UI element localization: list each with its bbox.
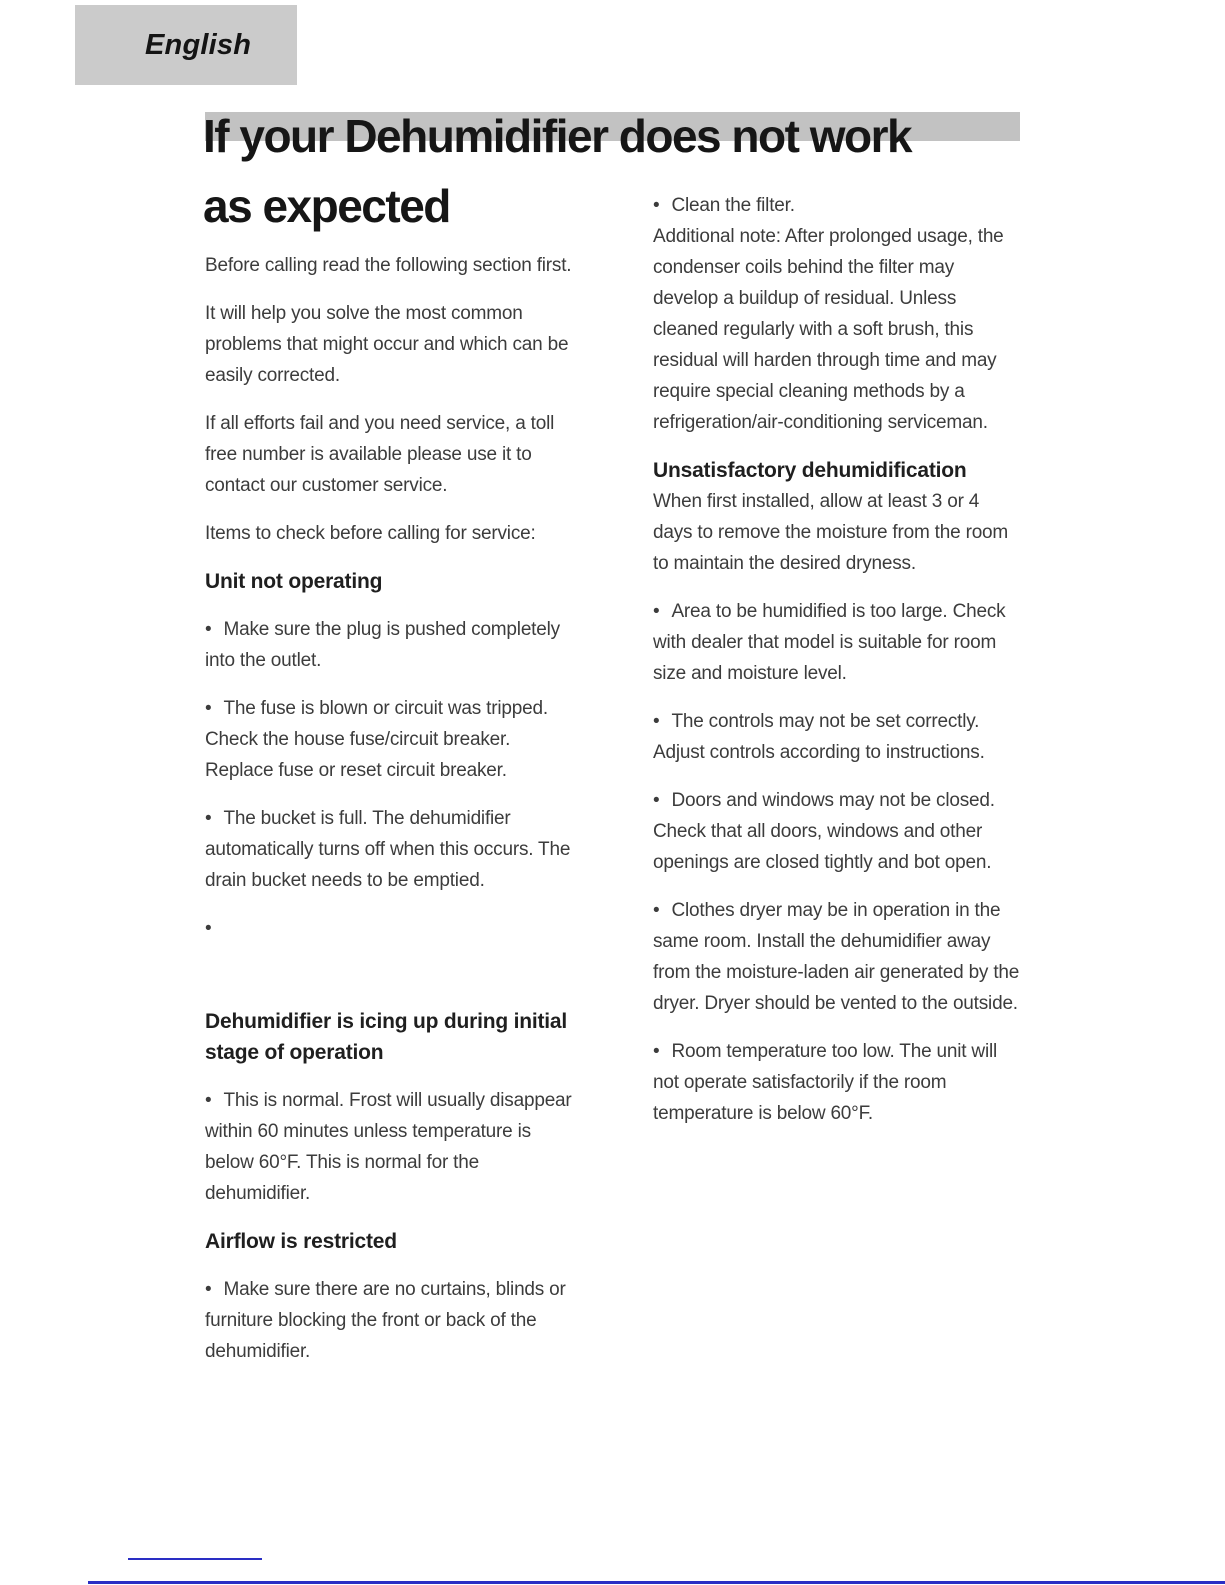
language-label: English xyxy=(145,28,252,61)
bullet-text: Room temperature too low. The unit will not operate satisfactorily if the room temperature is below 60°F. xyxy=(653,1041,998,1124)
footer-underline xyxy=(128,1558,262,1560)
paragraph: Items to check before calling for service: xyxy=(205,523,536,544)
section-heading: Unsatisfactory dehumidification xyxy=(653,459,967,482)
bullet-item xyxy=(653,895,1023,1019)
section-heading: Airflow is restricted xyxy=(205,1230,397,1253)
bullet-text: The fuse is blown or circuit was tripped. Check the house fuse/circuit breaker. Replace fuse or reset circuit breaker. xyxy=(205,698,548,781)
bullet-text: Make sure the plug is pushed completely into the outlet. xyxy=(205,619,560,671)
bullet-item xyxy=(205,913,575,944)
bullet-item xyxy=(205,803,575,896)
bullet-text: Doors and windows may not be closed. Check that all doors, windows and other openings are closed tightly and bot open. xyxy=(653,790,995,873)
bullet-icon: • xyxy=(205,619,212,640)
bullet-item xyxy=(653,596,1023,689)
bullet-icon: • xyxy=(653,195,660,216)
right-column xyxy=(653,190,1023,1146)
bullet-item xyxy=(205,1274,575,1367)
section-heading: Unit not operating xyxy=(205,570,383,593)
bullet-icon: • xyxy=(653,601,660,622)
paragraph: When first installed, allow at least 3 or 4 days to remove the moisture from the room to maintain the desired dryness. xyxy=(653,491,1009,574)
paragraph: Additional note: After prolonged usage, the condenser coils behind the filter may develop a buildup of residual. Unless cleaned regularly with a soft brush, this residual will harden through time and may require special cleaning methods by a refrigeration/air-conditioning serviceman. xyxy=(653,226,1004,433)
bullet-text: Area to be humidified is too large. Check with dealer that model is suitable for room size and moisture level. xyxy=(653,601,1006,684)
bullet-icon: • xyxy=(653,711,660,732)
paragraph: If all efforts fail and you need service, a toll free number is available please use it to contact our customer service. xyxy=(205,413,555,496)
bullet-icon: • xyxy=(653,790,660,811)
bullet-icon: • xyxy=(205,1090,212,1111)
paragraph: It will help you solve the most common problems that might occur and which can be easily corrected. xyxy=(205,303,569,386)
bullet-icon: • xyxy=(205,918,212,939)
footer-rule xyxy=(88,1581,1225,1584)
language-tab xyxy=(75,5,297,85)
bullet-item xyxy=(205,614,575,676)
paragraph: Before calling read the following section first. xyxy=(205,255,572,276)
bullet-text: The controls may not be set correctly. Adjust controls according to instructions. xyxy=(653,711,985,763)
bullet-text: Make sure there are no curtains, blinds or furniture blocking the front or back of the dehumidifier. xyxy=(205,1279,566,1362)
bullet-text: Clothes dryer may be in operation in the same room. Install the dehumidifier away from the moisture-laden air generated by the dryer. Dryer should be vented to the outside. xyxy=(653,900,1020,1014)
bullet-text: The bucket is full. The dehumidifier automatically turns off when this occurs. The drain bucket needs to be emptied. xyxy=(205,808,571,891)
bullet-item xyxy=(205,693,575,786)
bullet-icon: • xyxy=(205,698,212,719)
bullet-item xyxy=(653,190,1023,221)
bullet-icon: • xyxy=(205,1279,212,1300)
section-heading: Dehumidifier is icing up during initial stage of operation xyxy=(205,1010,568,1064)
bullet-icon: • xyxy=(205,808,212,829)
bullet-item xyxy=(653,706,1023,768)
bullet-item xyxy=(653,785,1023,878)
bullet-text: This is normal. Frost will usually disappear within 60 minutes unless temperature is below 60°F. This is normal for the dehumidifier. xyxy=(205,1090,572,1204)
title-line-2: as expected xyxy=(203,180,450,232)
bullet-text: Clean the filter. xyxy=(671,195,795,216)
title-line-1: If your Dehumidifier does not work xyxy=(203,110,912,162)
bullet-icon: • xyxy=(653,900,660,921)
left-column xyxy=(205,250,575,1384)
bullet-item xyxy=(205,1085,575,1209)
bullet-icon: • xyxy=(653,1041,660,1062)
bullet-item xyxy=(653,1036,1023,1129)
